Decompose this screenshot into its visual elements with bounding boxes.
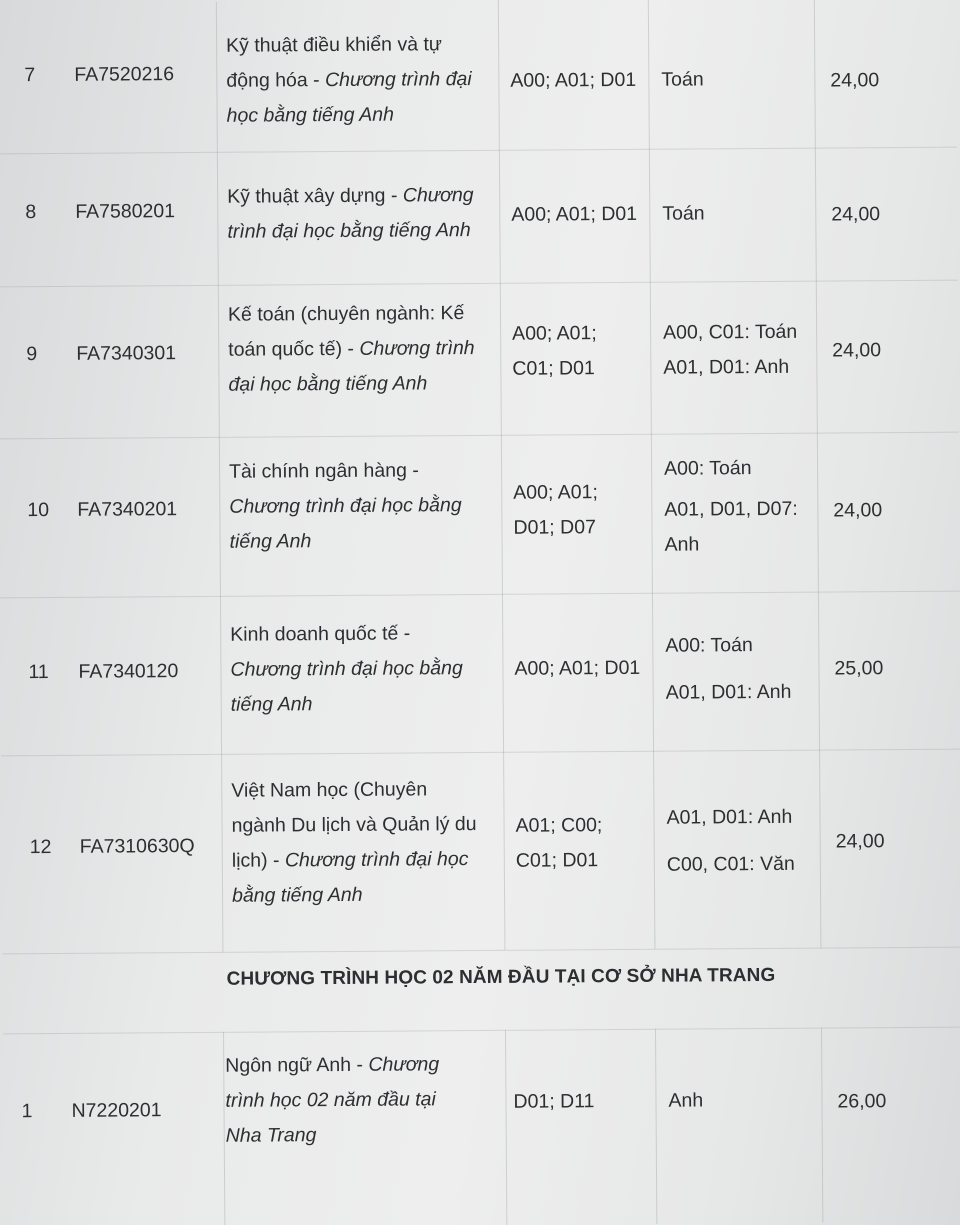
program-code: FA7580201 [75, 200, 176, 223]
program-code: FA7340201 [77, 498, 178, 521]
program-name: Kỹ thuật xây dựng - Chương trình đại học bằng tiếng Anh [227, 184, 474, 243]
section-heading: CHƯƠNG TRÌNH HỌC 02 NĂM ĐẦU TẠI CƠ SỞ NHA TRANG [226, 964, 776, 990]
cutoff-score: 24,00 [833, 499, 883, 522]
row-number: 11 [28, 661, 49, 684]
subject-combination: A01; C00; C01; D01 [515, 814, 603, 872]
program-code: FA7310630Q [79, 834, 195, 858]
row-divider [3, 1027, 960, 1035]
cutoff-score: 24,00 [831, 203, 881, 226]
main-subject: Toán [661, 68, 704, 91]
program-name: Kỹ thuật điều khiển và tự động hóa - Chương trình đại học bằng tiếng Anh [226, 33, 472, 127]
subject-combination: A00; A01; D01; D07 [513, 481, 598, 539]
row-number: 7 [24, 64, 36, 87]
main-subject: Toán [662, 202, 705, 225]
program-name: Việt Nam học (Chuyên ngành Du lịch và Quản lý du lịch) - Chương trình đại học bằng tiếng Anh [231, 778, 477, 907]
row-number: 12 [29, 835, 52, 859]
column-divider [216, 2, 224, 952]
subject-combination: A00; A01; C01; D01 [512, 322, 597, 380]
row-divider [2, 947, 960, 955]
program-code: FA7340301 [76, 342, 177, 365]
row-number: 10 [27, 499, 50, 522]
row-number: 9 [26, 343, 38, 366]
program-code: FA7340120 [78, 660, 179, 683]
subject-combination: A00; A01; D01 [510, 68, 637, 92]
subject-combination: D01; D11 [513, 1090, 595, 1113]
cutoff-score: 25,00 [834, 657, 884, 680]
row-divider [0, 591, 960, 599]
main-subject: A00: Toán A01, D01: Anh [665, 634, 792, 704]
program-code: N7220201 [71, 1099, 162, 1122]
cutoff-score: 24,00 [830, 69, 880, 92]
subject-combination: A00; A01; D01 [511, 202, 638, 226]
row-divider [1, 749, 960, 757]
subject-combination: A00; A01; D01 [514, 656, 641, 680]
column-divider [821, 1028, 823, 1223]
column-divider [655, 1029, 657, 1224]
cutoff-score: 26,00 [837, 1090, 887, 1113]
program-name: Tài chính ngân hàng - Chương trình đại học bằng tiếng Anh [229, 459, 462, 553]
program-name: Kế toán (chuyên ngành: Kế toán quốc tế) - Chương trình đại học bằng tiếng Anh [227, 302, 475, 396]
row-divider [0, 147, 957, 155]
row-number: 1 [21, 1100, 33, 1123]
row-divider [0, 432, 959, 440]
cutoff-score: 24,00 [835, 830, 885, 853]
program-name: Ngôn ngữ Anh - Chương trình học 02 năm đầu tại Nha Trang [225, 1053, 440, 1147]
main-subject: Anh [668, 1089, 704, 1112]
column-divider [505, 1030, 507, 1225]
row-divider [0, 280, 958, 288]
program-name: Kinh doanh quốc tế - Chương trình đại học bằng tiếng Anh [230, 622, 463, 716]
main-subject: A00: Toán A01, D01, D07: Anh [664, 457, 798, 556]
main-subject: A00, C01: Toán A01, D01: Anh [663, 320, 798, 379]
program-code: FA7520216 [74, 63, 175, 86]
table-row [0, 0, 956, 127]
cutoff-score: 24,00 [832, 339, 882, 362]
row-number: 8 [25, 201, 37, 224]
main-subject: A01, D01: Anh C00, C01: Văn [666, 805, 795, 876]
